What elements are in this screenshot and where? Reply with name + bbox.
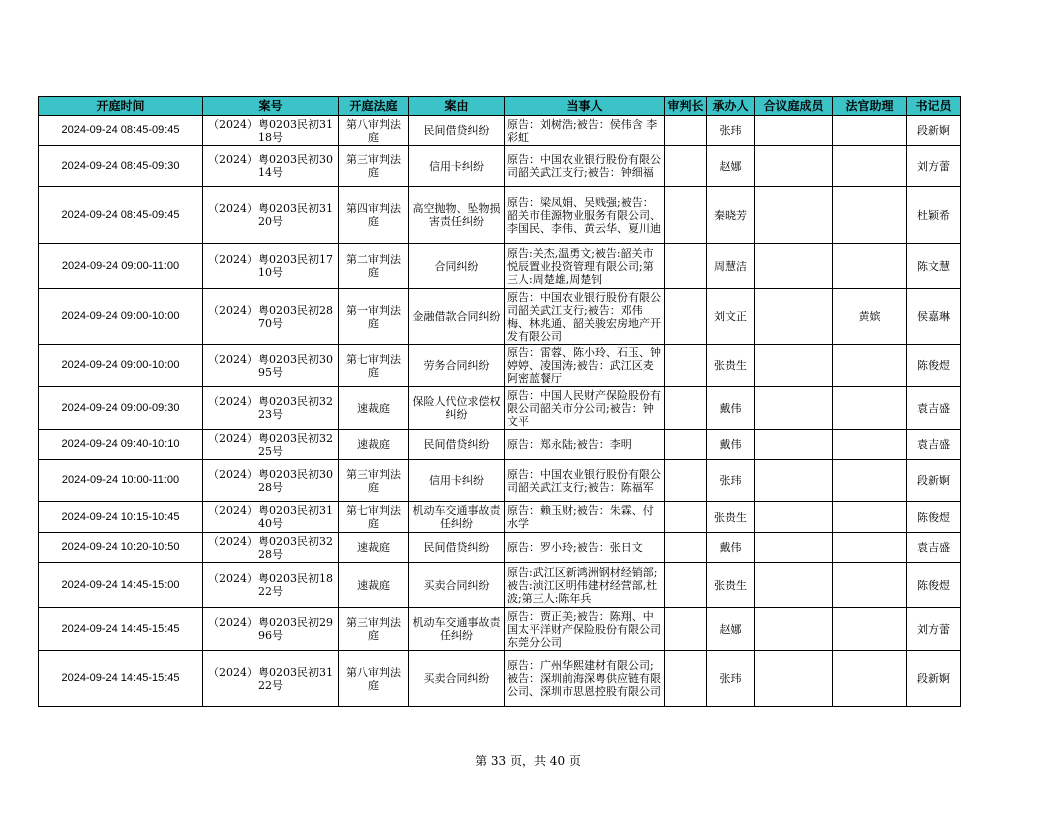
cell-case-no-text: （2024）粤0203民初3122号 — [208, 665, 333, 692]
cell-handler — [707, 244, 755, 289]
cell-case-no-text: （2024）粤0203民初3118号 — [208, 117, 333, 144]
cell-handler-text: 戴伟 — [719, 438, 742, 451]
cell-case-no-text: （2024）粤0203民初3095号 — [208, 352, 333, 379]
cell-handler-text: 戴伟 — [719, 541, 742, 554]
cell-court — [339, 651, 409, 707]
cell-time-text: 2024-09-24 08:45-09:45 — [61, 124, 180, 136]
cell-parties-text: 原告：雷蓉、陈小玲、石玉、钟婷婷、凌国涛;被告：武江区麦阿密蓝餐厅 — [507, 346, 661, 385]
cell-cause — [409, 430, 505, 460]
cell-panel — [755, 563, 833, 608]
cell-parties-text: 原告:关杰,温勇文;被告:韶关市悦辰置业投资管理有限公司;第三人:周楚雄,周楚钊 — [507, 246, 654, 286]
cell-parties-text: 原告：刘树浩;被告：侯伟含 李彩虹 — [507, 117, 658, 144]
cell-panel — [755, 146, 833, 187]
cell-panel — [755, 460, 833, 502]
cell-time — [39, 345, 203, 387]
cell-clerk — [907, 187, 961, 244]
cell-panel — [755, 116, 833, 146]
cell-clerk — [907, 608, 961, 651]
table-row — [39, 387, 961, 430]
cell-assistant — [833, 533, 907, 563]
cell-presiding — [665, 345, 707, 387]
cell-cause — [409, 244, 505, 289]
cell-court — [339, 563, 409, 608]
cell-case-no-text: （2024）粤0203民初3225号 — [208, 431, 333, 458]
table-row — [39, 430, 961, 460]
cell-parties — [505, 244, 665, 289]
cell-court — [339, 608, 409, 651]
cell-clerk-text: 段新婀 — [917, 124, 950, 137]
cell-parties-text: 原告：贾正美;被告：陈翔、中国太平洋财产保险股份有限公司东莞分公司 — [507, 609, 661, 649]
cell-parties — [505, 502, 665, 533]
cell-court — [339, 116, 409, 146]
cell-court-text: 第三审判法庭 — [346, 467, 401, 494]
cell-parties — [505, 430, 665, 460]
cell-case-no-text: （2024）粤0203民初1710号 — [208, 253, 333, 279]
cell-time-text: 2024-09-24 14:45-15:45 — [61, 622, 180, 635]
cell-case-no — [203, 651, 339, 707]
cell-clerk — [907, 651, 961, 707]
cell-clerk — [907, 345, 961, 387]
cell-case-no — [203, 563, 339, 608]
cell-clerk — [907, 289, 961, 345]
cell-court-text: 第四审判法庭 — [346, 202, 401, 228]
cell-court-text: 第二审判法庭 — [346, 253, 401, 279]
cell-presiding — [665, 608, 707, 651]
cell-case-no-text: （2024）粤0203民初3223号 — [208, 395, 333, 421]
court-schedule-table — [38, 96, 961, 707]
cell-assistant — [833, 502, 907, 533]
cell-panel — [755, 345, 833, 387]
cell-clerk — [907, 116, 961, 146]
cell-clerk-text: 刘方蕾 — [917, 622, 950, 636]
cell-time — [39, 502, 203, 533]
cell-cause — [409, 502, 505, 533]
cell-cause — [409, 345, 505, 387]
cell-court-text: 速裁庭 — [357, 438, 390, 451]
cell-time-text: 2024-09-24 09:00-09:30 — [61, 401, 180, 414]
cell-time — [39, 430, 203, 460]
cell-time-text: 2024-09-24 10:00-11:00 — [61, 474, 180, 486]
cell-handler — [707, 608, 755, 651]
table-row — [39, 651, 961, 707]
cell-court — [339, 460, 409, 502]
cell-case-no — [203, 387, 339, 430]
cell-handler-text: 赵娜 — [719, 622, 742, 636]
cell-handler-text: 赵娜 — [719, 159, 742, 173]
cell-clerk — [907, 533, 961, 563]
cell-case-no — [203, 244, 339, 289]
cell-parties-text: 原告:武江区新鸿洲钢材经销部;被告:浈江区明伟建材经营部,杜波;第三人:陈年兵 — [507, 565, 658, 605]
cell-case-no-text: （2024）粤0203民初3228号 — [208, 534, 333, 561]
cell-panel — [755, 651, 833, 707]
cell-parties-text: 原告：中国人民财产保险股份有限公司韶关市分公司;被告：钟文平 — [507, 388, 661, 428]
cell-clerk-text: 侯嘉琳 — [917, 310, 950, 323]
cell-assistant — [833, 187, 907, 244]
cell-parties-text: 原告：郑永陆;被告：李明 — [507, 438, 632, 451]
cell-parties — [505, 460, 665, 502]
cell-clerk-text: 袁吉盛 — [917, 438, 950, 451]
cell-assistant — [833, 289, 907, 345]
cell-court-text: 速裁庭 — [357, 401, 390, 415]
cell-parties-text: 原告：中国农业银行股份有限公司韶关武江支行;被告：邓伟梅、林兆通、韶关骏宏房地产开发有限公司 — [507, 290, 661, 343]
cell-court-text: 第三审判法庭 — [346, 153, 401, 179]
cell-case-no — [203, 345, 339, 387]
cell-panel — [755, 430, 833, 460]
cell-case-no-text: （2024）粤0203民初3140号 — [208, 504, 333, 530]
cell-handler — [707, 345, 755, 387]
cell-clerk — [907, 146, 961, 187]
header-parties: 当事人 — [505, 97, 665, 116]
cell-handler-text: 张玮 — [719, 124, 742, 137]
cell-handler — [707, 651, 755, 707]
cell-cause — [409, 533, 505, 563]
cell-court — [339, 345, 409, 387]
cell-assistant — [833, 116, 907, 146]
cell-cause — [409, 651, 505, 707]
cell-time-text: 2024-09-24 10:20-10:50 — [61, 541, 180, 553]
cell-cause-text: 机动车交通事故责任纠纷 — [412, 504, 501, 530]
cell-case-no — [203, 289, 339, 345]
cell-parties-text: 原告：中国农业银行股份有限公司韶关武江支行;被告：陈福军 — [507, 467, 661, 494]
cell-handler — [707, 533, 755, 563]
cell-handler — [707, 146, 755, 187]
header-handler: 承办人 — [707, 97, 755, 116]
cell-case-no — [203, 146, 339, 187]
cell-cause-text: 高空抛物、坠物损害责任纠纷 — [412, 202, 501, 228]
cell-handler-text: 张玮 — [719, 474, 742, 487]
cell-handler-text: 张贵生 — [714, 359, 747, 372]
cell-court-text: 第七审判法庭 — [346, 504, 401, 530]
cell-cause — [409, 387, 505, 430]
cell-presiding — [665, 563, 707, 608]
cell-time-text: 2024-09-24 10:15-10:45 — [61, 510, 180, 523]
cell-case-no — [203, 608, 339, 651]
table-row — [39, 289, 961, 345]
cell-assistant — [833, 430, 907, 460]
header-presiding: 审判长 — [665, 97, 707, 116]
cell-clerk-text: 段新婀 — [917, 672, 950, 685]
cell-time — [39, 533, 203, 563]
cell-assistant — [833, 244, 907, 289]
cell-clerk-text: 袁吉盛 — [917, 541, 950, 554]
cell-parties-text: 原告：赖玉财;被告：朱霖、付水学 — [507, 504, 654, 530]
cell-cause-text: 买卖合同纠纷 — [423, 672, 490, 685]
cell-cause-text: 合同纠纷 — [434, 259, 479, 273]
cell-handler-text: 刘文正 — [714, 310, 747, 323]
cell-time — [39, 289, 203, 345]
header-panel: 合议庭成员 — [755, 97, 833, 116]
cell-panel — [755, 608, 833, 651]
cell-panel — [755, 387, 833, 430]
cell-clerk — [907, 387, 961, 430]
cell-handler — [707, 502, 755, 533]
cell-cause-text: 信用卡纠纷 — [429, 474, 484, 487]
cell-cause-text: 信用卡纠纷 — [429, 159, 484, 173]
cell-parties — [505, 289, 665, 345]
cell-time — [39, 563, 203, 608]
cell-time-text: 2024-09-24 09:00-10:00 — [61, 310, 180, 322]
cell-presiding — [665, 116, 707, 146]
table-row — [39, 563, 961, 608]
cell-time — [39, 116, 203, 146]
cell-presiding — [665, 387, 707, 430]
cell-court — [339, 289, 409, 345]
cell-handler — [707, 430, 755, 460]
cell-handler-text: 周慧洁 — [714, 259, 747, 273]
cell-case-no — [203, 430, 339, 460]
cell-case-no-text: （2024）粤0203民初2996号 — [208, 616, 333, 642]
cell-court — [339, 533, 409, 563]
header-time: 开庭时间 — [39, 97, 203, 116]
cell-assistant — [833, 460, 907, 502]
cell-clerk-text: 袁吉盛 — [917, 401, 950, 415]
cell-presiding — [665, 430, 707, 460]
cell-cause-text: 保险人代位求偿权纠纷 — [412, 395, 501, 421]
cell-clerk-text: 陈俊煜 — [917, 510, 950, 524]
cell-cause-text: 民间借贷纠纷 — [423, 438, 490, 451]
cell-cause — [409, 289, 505, 345]
cell-handler — [707, 289, 755, 345]
cell-time-text: 2024-09-24 08:45-09:30 — [61, 159, 180, 172]
cell-case-no-text: （2024）粤0203民初3120号 — [208, 202, 333, 228]
cell-time — [39, 651, 203, 707]
cell-handler — [707, 387, 755, 430]
cell-time-text: 2024-09-24 14:45-15:00 — [61, 578, 180, 591]
header-cause: 案由 — [409, 97, 505, 116]
cell-assistant — [833, 608, 907, 651]
cell-clerk-text: 刘方蕾 — [917, 159, 950, 173]
cell-cause — [409, 608, 505, 651]
cell-court — [339, 502, 409, 533]
cell-parties-text: 原告：梁凤娟、吴贱强;被告：韶关市佳源物业服务有限公司、李国民、李伟、黄云华、夏川迪 — [507, 195, 661, 235]
header-court: 开庭法庭 — [339, 97, 409, 116]
cell-handler — [707, 563, 755, 608]
cell-clerk-text: 陈文慧 — [917, 259, 950, 273]
cell-court-text: 第七审判法庭 — [346, 352, 401, 379]
cell-time — [39, 244, 203, 289]
table-row — [39, 460, 961, 502]
cell-cause — [409, 187, 505, 244]
cell-assistant — [833, 563, 907, 608]
table-row — [39, 187, 961, 244]
cell-court — [339, 387, 409, 430]
cell-time — [39, 187, 203, 244]
cell-assistant — [833, 146, 907, 187]
header-clerk: 书记员 — [907, 97, 961, 116]
table-row — [39, 502, 961, 533]
cell-time — [39, 608, 203, 651]
cell-cause-text: 民间借贷纠纷 — [423, 124, 490, 137]
cell-handler — [707, 116, 755, 146]
cell-presiding — [665, 289, 707, 345]
cell-cause — [409, 116, 505, 146]
cell-assistant-text: 黄嫔 — [858, 310, 881, 323]
cell-handler-text: 张玮 — [719, 672, 742, 685]
cell-case-no-text: （2024）粤0203民初1822号 — [208, 572, 333, 598]
cell-court-text: 第三审判法庭 — [346, 616, 401, 642]
cell-handler-text: 戴伟 — [719, 401, 742, 415]
cell-cause — [409, 563, 505, 608]
cell-court-text: 速裁庭 — [357, 541, 390, 554]
cell-clerk-text: 杜颖希 — [917, 208, 950, 222]
table-row — [39, 244, 961, 289]
cell-court — [339, 244, 409, 289]
cell-cause-text: 金融借款合同纠纷 — [412, 310, 501, 323]
cell-cause-text: 买卖合同纠纷 — [423, 578, 490, 592]
cell-presiding — [665, 533, 707, 563]
cell-assistant — [833, 387, 907, 430]
cell-presiding — [665, 460, 707, 502]
cell-parties — [505, 387, 665, 430]
cell-case-no — [203, 460, 339, 502]
cell-court-text: 第八审判法庭 — [346, 117, 401, 144]
table-row — [39, 146, 961, 187]
cell-panel — [755, 533, 833, 563]
header-assistant: 法官助理 — [833, 97, 907, 116]
cell-court — [339, 146, 409, 187]
page-footer: 第 33 页，共 40 页 — [475, 754, 581, 768]
cell-clerk — [907, 460, 961, 502]
cell-clerk — [907, 430, 961, 460]
cell-cause-text: 民间借贷纠纷 — [423, 541, 490, 554]
cell-case-no — [203, 116, 339, 146]
cell-case-no — [203, 502, 339, 533]
cell-presiding — [665, 187, 707, 244]
cell-cause — [409, 460, 505, 502]
cell-parties — [505, 563, 665, 608]
cell-parties — [505, 608, 665, 651]
cell-presiding — [665, 146, 707, 187]
table-row — [39, 608, 961, 651]
cell-cause — [409, 146, 505, 187]
cell-panel — [755, 289, 833, 345]
cell-assistant — [833, 651, 907, 707]
cell-handler — [707, 460, 755, 502]
header-row — [39, 97, 961, 116]
cell-case-no — [203, 533, 339, 563]
cell-presiding — [665, 244, 707, 289]
cell-clerk-text: 陈俊煜 — [917, 359, 950, 372]
cell-handler-text: 张贵生 — [714, 510, 747, 524]
cell-clerk-text: 陈俊煜 — [917, 578, 950, 592]
cell-clerk — [907, 502, 961, 533]
cell-time — [39, 146, 203, 187]
cell-court-text: 第八审判法庭 — [346, 665, 401, 692]
cell-clerk — [907, 563, 961, 608]
cell-presiding — [665, 502, 707, 533]
cell-handler-text: 张贵生 — [714, 578, 747, 592]
cell-time-text: 2024-09-24 09:00-11:00 — [61, 259, 180, 272]
cell-court-text: 速裁庭 — [357, 578, 390, 592]
cell-presiding — [665, 651, 707, 707]
cell-handler — [707, 187, 755, 244]
cell-parties-text: 原告：罗小玲;被告：张日文 — [507, 541, 643, 554]
cell-clerk — [907, 244, 961, 289]
cell-court — [339, 430, 409, 460]
cell-time-text: 2024-09-24 14:45-15:45 — [61, 672, 180, 684]
cell-case-no-text: （2024）粤0203民初2870号 — [208, 303, 333, 330]
cell-cause-text: 劳务合同纠纷 — [423, 359, 490, 372]
cell-court-text: 第一审判法庭 — [346, 303, 401, 330]
cell-parties-text: 原告：广州华熙建材有限公司;被告：深圳前海深粤供应链有限公司、深圳市思恩控股有限公司 — [507, 659, 661, 698]
cell-parties — [505, 651, 665, 707]
cell-panel — [755, 244, 833, 289]
cell-time — [39, 460, 203, 502]
cell-parties — [505, 187, 665, 244]
cell-cause-text: 机动车交通事故责任纠纷 — [412, 616, 501, 642]
cell-case-no-text: （2024）粤0203民初3028号 — [208, 467, 333, 494]
cell-time-text: 2024-09-24 09:00-10:00 — [61, 359, 180, 371]
cell-court — [339, 187, 409, 244]
cell-time-text: 2024-09-24 09:40-10:10 — [61, 438, 180, 450]
cell-parties — [505, 345, 665, 387]
cell-case-no — [203, 187, 339, 244]
cell-panel — [755, 187, 833, 244]
cell-parties — [505, 146, 665, 187]
cell-parties — [505, 116, 665, 146]
cell-parties — [505, 533, 665, 563]
cell-panel — [755, 502, 833, 533]
cell-time-text: 2024-09-24 08:45-09:45 — [61, 208, 180, 221]
cell-time — [39, 387, 203, 430]
table-row — [39, 116, 961, 146]
header-case-no: 案号 — [203, 97, 339, 116]
cell-assistant — [833, 345, 907, 387]
cell-handler-text: 秦晓芳 — [714, 208, 747, 222]
table-row — [39, 345, 961, 387]
cell-parties-text: 原告：中国农业银行股份有限公司韶关武江支行;被告：钟细福 — [507, 153, 661, 179]
cell-case-no-text: （2024）粤0203民初3014号 — [208, 153, 333, 179]
cell-clerk-text: 段新婀 — [917, 474, 950, 487]
table-row — [39, 533, 961, 563]
